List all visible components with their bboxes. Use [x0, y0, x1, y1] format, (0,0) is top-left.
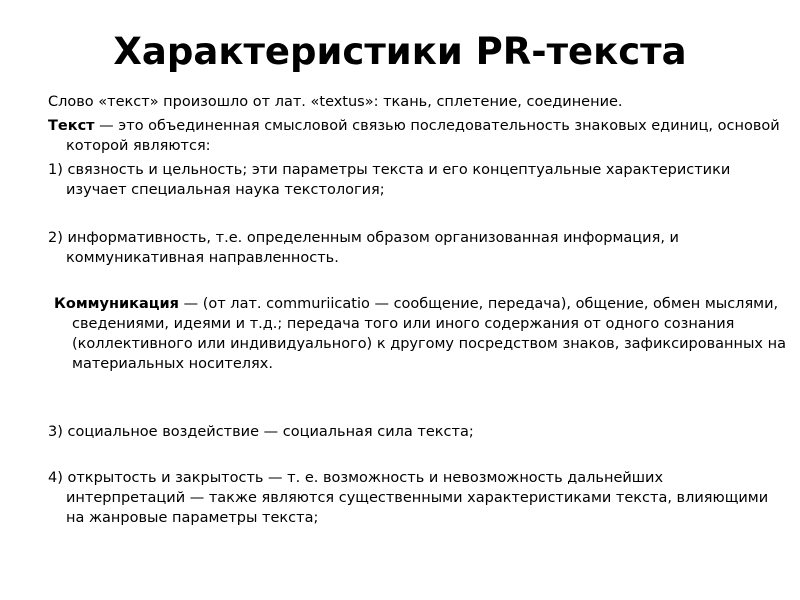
text-definition-body: — это объединенная смысловой связью последовательность знаковых единиц, основой которой являются: [66, 118, 780, 154]
term-communication: Коммуникация [54, 296, 179, 312]
list-item-4: 4) открытость и закрытость — т. е. возможность и невозможность дальнейших интерпретаций — также являются существенными характеристиками текста, влияющими на жанровые параметры текста; [48, 470, 769, 526]
paragraph-word-origin: Слово «текст» произошло от лат. «textus»: ткань, сплетение, соединение. [48, 94, 623, 110]
paragraph-text-definition [48, 116, 786, 156]
list-item-1: 1) связность и цельность; эти параметры текста и его концептуальные характеристики изучает специальная наука текстология; [48, 162, 731, 198]
list-item-2: 2) информативность, т.е. определенным образом организованная информация, и коммуникативная направленность. [48, 230, 679, 266]
slide-title: Характеристики PR-текста [113, 30, 687, 73]
communication-definition-body: — (от лат. commuriicatio — сообщение, передача), общение, обмен мыслями, сведениями, идеями и т.д.; передача того или иного содержания от одного сознания (коллективного или индивидуального) к другому посредством знаков, зафиксированных на материальных носителях. [72, 296, 786, 372]
list-item-3: 3) социальное воздействие — социальная сила текста; [48, 424, 474, 440]
term-text: Текст [48, 118, 95, 134]
paragraph-communication-definition [54, 294, 786, 374]
